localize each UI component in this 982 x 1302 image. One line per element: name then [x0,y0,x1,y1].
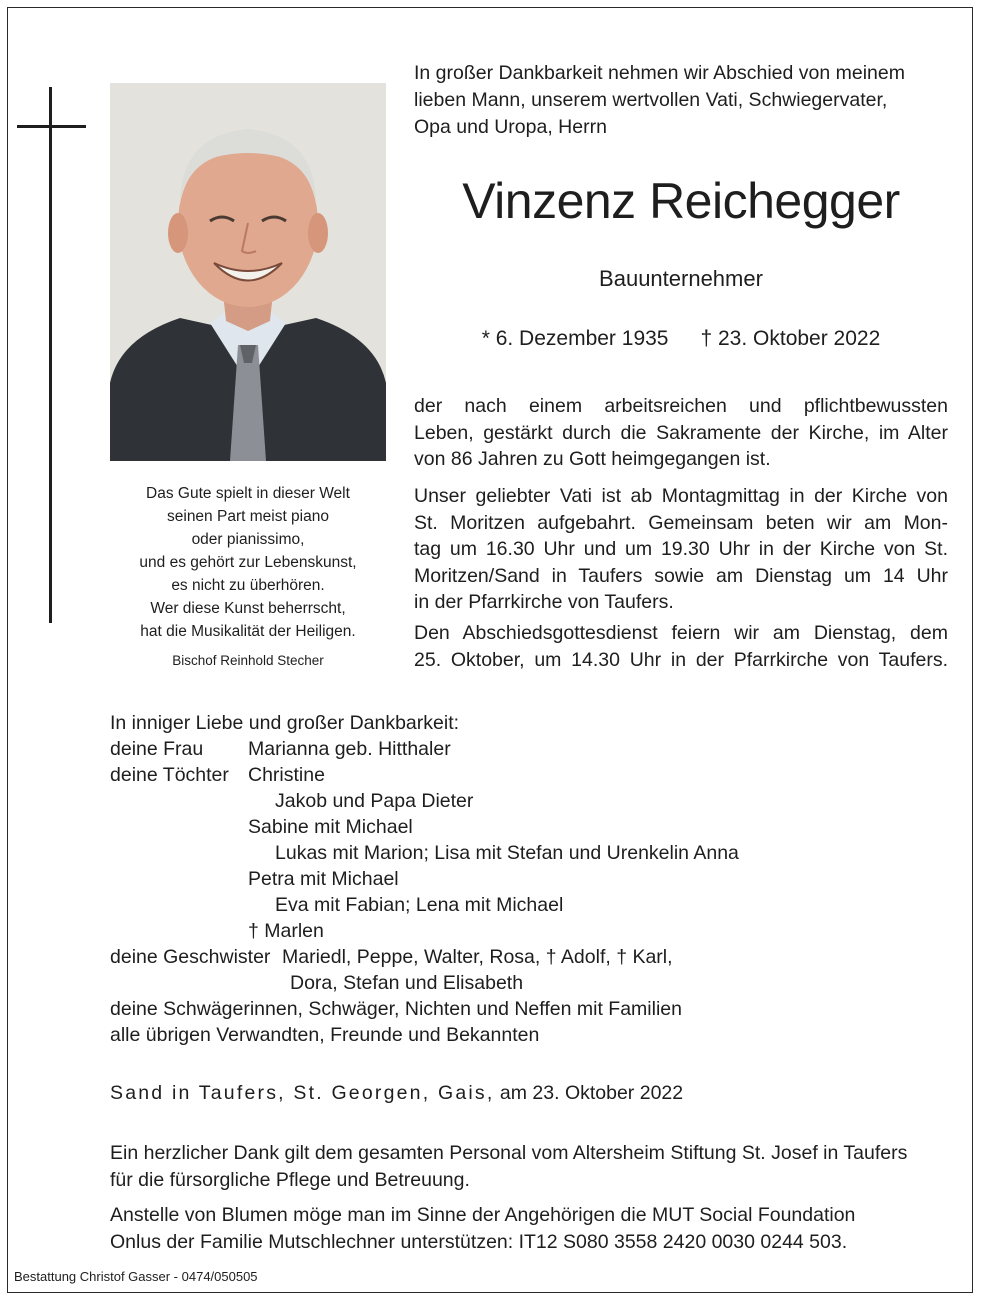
paragraph-line: Den Abschiedsgottesdienst feiern wir am Dienstag, dem [414,622,948,644]
thanks-line: Ein herzlicher Dank gilt dem gesamten Personal vom Altersheim Stiftung St. Josef in Taufers [110,1142,908,1164]
siblings-names: Mariedl, Peppe, Walter, Rosa, † Adolf, † Karl, [282,946,673,968]
intro-line: lieben Mann, unserem wertvollen Vati, Schwiegervater, [414,89,888,111]
thanks-line: für die fürsorgliche Pflege und Betreuung. [110,1169,470,1191]
inlaws: deine Schwägerinnen, Schwäger, Nichten und Neffen mit Familien [110,998,682,1020]
quote-line: seinen Part meist piano [167,508,329,525]
paragraph-line: Leben, gestärkt durch die Sakramente der Kirche, im Alter [414,421,948,444]
daughter-name: † Marlen [248,920,324,942]
quote-line: es nicht zu überhören. [171,577,325,594]
siblings-label: deine Geschwister [110,946,271,968]
family-row-siblings [110,944,950,970]
quote-line: hat die Musikalität der Heiligen. [140,623,356,640]
daughters-label: deine Töchter [110,764,229,786]
family-row-inlaws [110,996,950,1022]
portrait-illustration [110,83,386,461]
place-towns: Sand in Taufers, St. Georgen, Gais, [110,1082,495,1104]
cross-icon-bar [17,125,86,128]
family-row-daughters [110,762,950,788]
family-list [110,710,950,1048]
family-row [110,970,950,996]
paragraph-line: St. Moritzen aufgebahrt. Gemeinsam beten wir am Mon- [414,511,948,534]
intro-line: Opa und Uropa, Herrn [414,116,607,138]
place-date: am 23. Oktober 2022 [499,1082,684,1104]
portrait-photo [110,83,386,461]
death-date: † 23. Oktober 2022 [700,327,881,350]
paragraph-funeral [414,620,948,673]
thanks-note [110,1140,948,1194]
paragraph-line: Unser geliebter Vati ist ab Montagmittag in der Kirche von [414,485,948,507]
intro-line: In großer Dankbarkeit nehmen wir Abschied von meinem [414,62,905,84]
daughter-name: Christine [248,764,325,786]
siblings-names: Dora, Stefan und Elisabeth [290,972,524,994]
life-dates [414,324,948,354]
grandchildren: Eva mit Fabian; Lena mit Michael [275,894,564,916]
other-relatives: alle übrigen Verwandten, Freunde und Bekannten [110,1024,540,1046]
paragraph-viewing [414,483,948,616]
quote-line: oder pianissimo, [191,531,305,548]
quote-line: Wer diese Kunst beherrscht, [150,600,346,617]
family-heading-row [110,710,950,736]
family-row [110,918,950,944]
family-heading: In inniger Liebe und großer Dankbarkeit: [110,712,460,734]
cross-icon [49,87,52,623]
daughter-name: Sabine mit Michael [248,816,413,838]
paragraph-line: 25. Oktober, um 14.30 Uhr in der Pfarrkirche von Taufers. [414,648,948,671]
donation-line: Anstelle von Blumen möge man im Sinne der Angehörigen die MUT Social Foundation [110,1204,856,1226]
donation-note [110,1202,948,1256]
daughter-name: Petra mit Michael [248,868,399,890]
paragraph-passing [414,393,948,473]
paragraph-line: Moritzen/Sand in Taufers sowie am Dienstag um 14 Uhr [414,564,948,587]
family-row [110,814,950,840]
paragraph-line: in der Pfarrkirche von Taufers. [414,591,674,613]
paragraph-line: der nach einem arbeitsreichen und pflichtbewussten [414,395,948,417]
profession: Bauunternehmer [599,266,763,291]
birth-date: * 6. Dezember 1935 [481,327,669,350]
family-row [110,866,950,892]
wife-label: deine Frau [110,738,204,760]
family-row [110,892,950,918]
quote-line: und es gehört zur Lebenskunst, [139,554,357,571]
paragraph-line: von 86 Jahren zu Gott heimgegangen ist. [414,448,771,470]
quote-author: Bischof Reinhold Stecher [172,653,324,668]
family-row-wife [110,736,950,762]
wife-name: Marianna geb. Hitthaler [248,738,451,760]
family-row-others [110,1022,950,1048]
grandchildren: Jakob und Papa Dieter [275,790,474,812]
place-and-date [110,1079,950,1107]
intro-text [414,60,948,141]
quote-block [110,482,386,672]
paragraph-line: tag um 16.30 Uhr und um 19.30 Uhr in der Kirche von St. [414,538,948,560]
family-row [110,840,950,866]
quote-line: Das Gute spielt in dieser Welt [146,485,350,502]
donation-line: Onlus der Familie Mutschlechner unterstützen: IT12 S080 3558 2420 0030 0244 503. [110,1231,848,1253]
grandchildren: Lukas mit Marion; Lisa mit Stefan und Urenkelin Anna [275,842,739,864]
deceased-name: Vinzenz Reichegger [462,173,900,229]
family-row [110,788,950,814]
funeral-home-footer: Bestattung Christof Gasser - 0474/050505 [14,1269,258,1284]
